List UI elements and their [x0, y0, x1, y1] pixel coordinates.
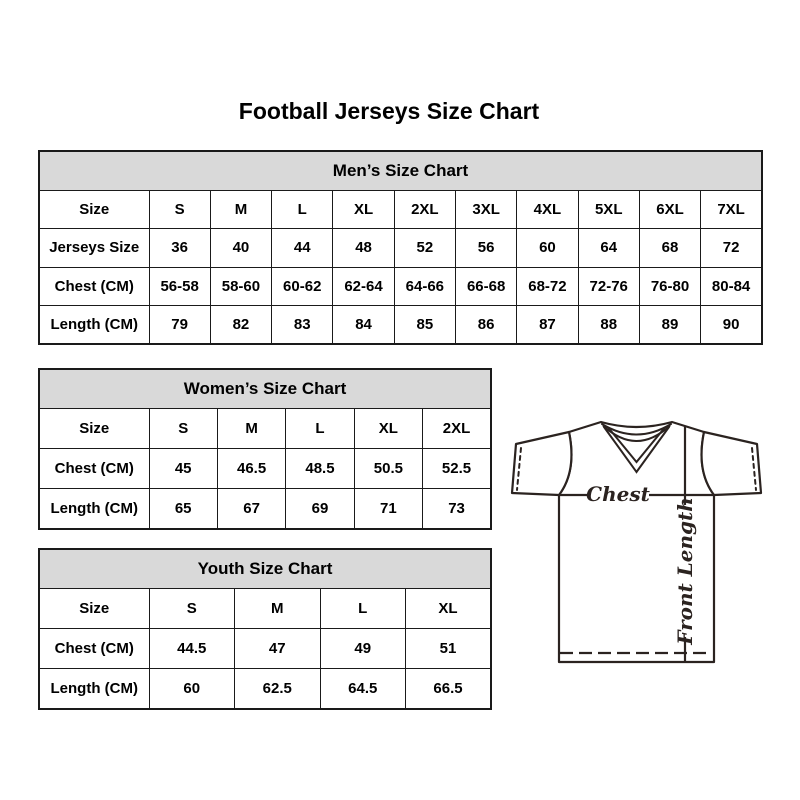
mens-size-table	[38, 150, 763, 345]
value-cell: 72	[701, 229, 762, 268]
womens-size-table	[38, 368, 492, 530]
value-cell: 49	[320, 628, 406, 668]
row-label-cell: Length (CM)	[39, 489, 149, 529]
value-cell: S	[149, 408, 217, 448]
value-cell: 36	[149, 229, 210, 268]
value-cell: 79	[149, 306, 210, 345]
value-cell: 85	[394, 306, 455, 345]
value-cell: 67	[217, 489, 285, 529]
value-cell: 44	[272, 229, 333, 268]
table-row	[39, 267, 762, 306]
value-cell: 60	[517, 229, 578, 268]
value-cell: 3XL	[455, 190, 516, 229]
row-label-cell: Length (CM)	[39, 306, 149, 345]
table-header-row	[39, 369, 491, 408]
value-cell: S	[149, 588, 235, 628]
row-label-cell: Chest (CM)	[39, 448, 149, 488]
value-cell: 90	[701, 306, 762, 345]
value-cell: 62.5	[235, 669, 321, 709]
value-cell: 6XL	[639, 190, 700, 229]
row-label-cell: Size	[39, 588, 149, 628]
table-row	[39, 229, 762, 268]
value-cell: 76-80	[639, 267, 700, 306]
value-cell: 86	[455, 306, 516, 345]
table-header-row	[39, 151, 762, 190]
value-cell: 60	[149, 669, 235, 709]
value-cell: 64	[578, 229, 639, 268]
front-length-label: Front Length	[673, 497, 697, 645]
value-cell: L	[320, 588, 406, 628]
value-cell: M	[217, 408, 285, 448]
value-cell: 60-62	[272, 267, 333, 306]
row-label-cell: Jerseys Size	[39, 229, 149, 268]
value-cell: 82	[210, 306, 271, 345]
value-cell: 5XL	[578, 190, 639, 229]
value-cell: 52	[394, 229, 455, 268]
table-row	[39, 628, 491, 668]
value-cell: 80-84	[701, 267, 762, 306]
value-cell: M	[235, 588, 321, 628]
table-row	[39, 190, 762, 229]
value-cell: 64-66	[394, 267, 455, 306]
value-cell: 64.5	[320, 669, 406, 709]
value-cell: 7XL	[701, 190, 762, 229]
table-row	[39, 669, 491, 709]
value-cell: 83	[272, 306, 333, 345]
row-label-cell: Chest (CM)	[39, 628, 149, 668]
value-cell: 68	[639, 229, 700, 268]
jersey-left-sleeve	[512, 432, 571, 495]
value-cell: 87	[517, 306, 578, 345]
row-label-cell: Size	[39, 408, 149, 448]
value-cell: 44.5	[149, 628, 235, 668]
page-title: Football Jerseys Size Chart	[238, 98, 540, 124]
value-cell: 45	[149, 448, 217, 488]
value-cell: 69	[286, 489, 354, 529]
value-cell: 62-64	[333, 267, 394, 306]
value-cell: M	[210, 190, 271, 229]
value-cell: L	[286, 408, 354, 448]
value-cell: L	[272, 190, 333, 229]
value-cell: 2XL	[394, 190, 455, 229]
chest-label: Chest	[586, 482, 650, 506]
jersey-right-sleeve	[702, 432, 761, 495]
value-cell: 46.5	[217, 448, 285, 488]
value-cell: 51	[406, 628, 492, 668]
value-cell: 73	[423, 489, 491, 529]
value-cell: 66.5	[406, 669, 492, 709]
value-cell: XL	[354, 408, 422, 448]
value-cell: 84	[333, 306, 394, 345]
table-row	[39, 306, 762, 345]
row-label-cell: Chest (CM)	[39, 267, 149, 306]
jersey-diagram	[509, 415, 765, 667]
table-row	[39, 448, 491, 488]
value-cell: 71	[354, 489, 422, 529]
value-cell: XL	[333, 190, 394, 229]
youth-size-table	[38, 548, 492, 710]
value-cell: 88	[578, 306, 639, 345]
value-cell: 89	[639, 306, 700, 345]
table-row	[39, 408, 491, 448]
value-cell: 50.5	[354, 448, 422, 488]
table-row	[39, 588, 491, 628]
value-cell: 52.5	[423, 448, 491, 488]
row-label-cell: Length (CM)	[39, 669, 149, 709]
value-cell: 4XL	[517, 190, 578, 229]
value-cell: 48	[333, 229, 394, 268]
value-cell: 72-76	[578, 267, 639, 306]
womens-table-title: Women’s Size Chart	[39, 369, 491, 408]
value-cell: 56-58	[149, 267, 210, 306]
value-cell: S	[149, 190, 210, 229]
table-header-row	[39, 549, 491, 588]
youth-table-title: Youth Size Chart	[39, 549, 491, 588]
value-cell: 48.5	[286, 448, 354, 488]
row-label-cell: Size	[39, 190, 149, 229]
mens-table-title: Men’s Size Chart	[39, 151, 762, 190]
value-cell: 47	[235, 628, 321, 668]
value-cell: XL	[406, 588, 492, 628]
value-cell: 2XL	[423, 408, 491, 448]
value-cell: 65	[149, 489, 217, 529]
value-cell: 66-68	[455, 267, 516, 306]
value-cell: 68-72	[517, 267, 578, 306]
value-cell: 40	[210, 229, 271, 268]
value-cell: 56	[455, 229, 516, 268]
table-row	[39, 489, 491, 529]
value-cell: 58-60	[210, 267, 271, 306]
